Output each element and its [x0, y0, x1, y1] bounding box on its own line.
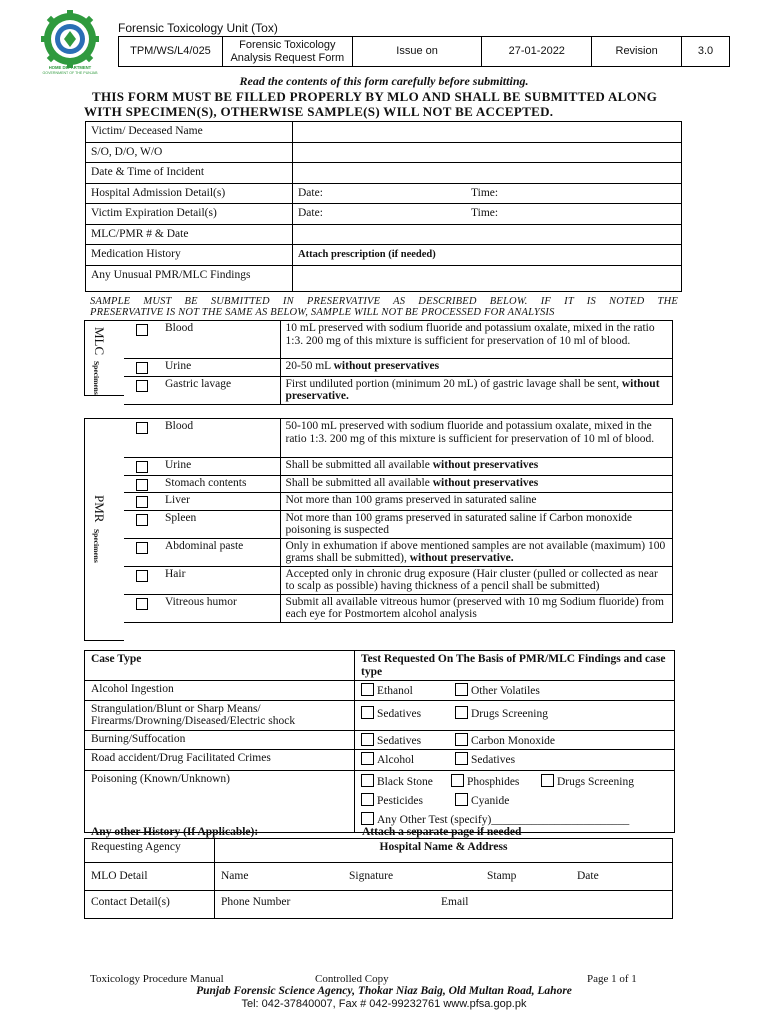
incident-datetime-label: Date & Time of Incident: [86, 163, 293, 184]
specimen-row: [124, 376, 672, 404]
case-type: Strangulation/Blunt or Sharp Means/ Firearms/Drowning/Diseased/Electric shock: [85, 700, 355, 730]
agency-row: [85, 863, 673, 891]
mlo-signature-label: Signature: [349, 870, 394, 882]
specimen-desc-text: Not more than 100 grams preserved in saturated saline: [285, 494, 537, 506]
case-tests: [355, 771, 675, 833]
victim-row: [86, 224, 682, 245]
case-type: Road accident/Drug Facilitated Crimes: [85, 750, 355, 771]
sample-note-line1: SAMPLE MUST BE SUBMITTED IN PRESERVATIVE AS DESCRIBED BELOW. IF IT IS NOTED THE: [90, 296, 678, 307]
specimen-desc-text: 20-50 mL: [285, 360, 334, 372]
phone-number-label: Phone Number: [221, 896, 291, 908]
specimen-checkbox[interactable]: [124, 594, 160, 622]
svg-text:GOVERNMENT OF THE PUNJAB: GOVERNMENT OF THE PUNJAB: [42, 71, 98, 75]
pmr-specimen-table: [124, 418, 673, 623]
mandatory-notice-line1: THIS FORM MUST BE FILLED PROPERLY BY MLO AND SHALL BE SUBMITTED ALONG: [92, 89, 658, 104]
case-tests: [355, 681, 675, 701]
test-option[interactable]: [455, 683, 540, 698]
form-name-line2: Analysis Request Form: [230, 51, 345, 64]
case-header-row: [85, 651, 675, 681]
specimen-desc-text: Shall be submitted all available: [285, 459, 433, 471]
specimen-desc: [280, 475, 672, 493]
test-option[interactable]: [361, 683, 449, 698]
specimen-name: Liver: [160, 493, 280, 511]
case-row: [85, 771, 675, 833]
attach-page-note: Attach a separate page if needed: [362, 826, 522, 838]
test-requested-header: Test Requested On The Basis of PMR/MLC Findings and case type: [355, 651, 675, 681]
case-row: [85, 750, 675, 771]
mlo-date-label: Date: [577, 870, 599, 882]
mlo-detail-field[interactable]: [215, 863, 673, 891]
specimen-desc: [280, 594, 672, 622]
test-label: Phosphides: [467, 776, 520, 788]
specimen-row: [124, 321, 672, 359]
agency-row: [85, 891, 673, 919]
case-type-table: [84, 650, 675, 833]
specimen-desc-text: Only in exhumation if above mentioned samples are not available (maximum) 100 grams shall be submitted),: [285, 539, 666, 564]
victim-name-label: Victim/ Deceased Name: [86, 122, 293, 143]
victim-name-field[interactable]: [293, 122, 682, 143]
specimen-desc-bold: without preservative.: [409, 552, 514, 564]
admission-time-label: Time:: [471, 186, 499, 199]
test-label: Ethanol: [377, 685, 413, 697]
specimen-checkbox[interactable]: [124, 510, 160, 538]
mlc-pmr-field[interactable]: [293, 224, 682, 245]
victim-row: [86, 142, 682, 163]
requesting-agency-table: [84, 838, 673, 919]
specimen-name: Urine: [160, 458, 280, 476]
medication-history-label: Medication History: [86, 245, 293, 266]
victim-row: [86, 245, 682, 266]
hospital-name-field[interactable]: [215, 839, 673, 863]
specimen-row: [124, 538, 672, 566]
expiration-field[interactable]: [293, 204, 682, 225]
specimen-checkbox[interactable]: [124, 475, 160, 493]
test-checkbox[interactable]: [455, 752, 468, 765]
mandatory-notice-line2: WITH SPECIMEN(S), OTHERWISE SAMPLE(S) WILL NOT BE ACCEPTED.: [84, 104, 554, 119]
admission-label: Hospital Admission Detail(s): [86, 183, 293, 204]
specimen-desc: [280, 538, 672, 566]
specimen-desc: [280, 376, 672, 404]
test-checkbox[interactable]: [361, 706, 374, 719]
test-checkbox[interactable]: [541, 774, 554, 787]
attach-prescription-note: Attach prescription (if needed): [298, 249, 436, 260]
form-name-line1: Forensic Toxicology: [239, 38, 336, 51]
specimen-desc: [280, 359, 672, 377]
case-type-header: Case Type: [85, 651, 355, 681]
other-test-label: Any Other Test (specify)________________________: [377, 814, 630, 826]
specimen-row: [124, 594, 672, 622]
specimen-checkbox[interactable]: [124, 566, 160, 594]
specimen-desc: [280, 419, 672, 458]
incident-datetime-field[interactable]: [293, 163, 682, 184]
specimen-desc-text: First undiluted portion (minimum 20 mL) of gastric lavage shall be sent,: [285, 377, 622, 390]
test-checkbox[interactable]: [361, 683, 374, 696]
sample-note-line2: PRESERVATIVE IS NOT THE SAME AS BELOW, SAMPLE WILL NOT BE PROCESSED FOR ANALYSIS: [90, 307, 555, 318]
test-label: Other Volatiles: [471, 685, 540, 697]
specimen-desc-bold: without preservative.: [285, 377, 660, 402]
document-header-table: [118, 36, 730, 67]
form-name: [222, 37, 352, 67]
specimen-name: Vitreous humor: [160, 594, 280, 622]
specimen-name: Blood: [160, 321, 280, 359]
test-checkbox[interactable]: [361, 733, 374, 746]
medication-history-field[interactable]: [293, 245, 682, 266]
victim-row: [86, 204, 682, 225]
victim-row: [86, 265, 682, 291]
test-label: Drugs Screening: [471, 707, 548, 720]
test-option[interactable]: [455, 733, 555, 748]
case-row: [85, 700, 675, 730]
specimen-checkbox[interactable]: [124, 376, 160, 404]
revision-label: Revision: [592, 37, 682, 67]
expiration-time-label: Time:: [471, 207, 499, 219]
specimen-row: [124, 510, 672, 538]
specimen-desc: [280, 321, 672, 359]
case-row: [85, 681, 675, 701]
specimen-desc: [280, 458, 672, 476]
test-label: Black Stone: [377, 776, 433, 788]
mlc-specimen-table: [124, 320, 673, 405]
specimen-checkbox[interactable]: [124, 359, 160, 377]
mlc-side-label: MLC: [92, 327, 107, 356]
read-instruction: Read the contents of this form carefully before submitting.: [239, 74, 529, 88]
mlc-pmr-label: MLC/PMR # & Date: [86, 224, 293, 245]
specimen-checkbox[interactable]: [124, 458, 160, 476]
specimen-name: Abdominal paste: [160, 538, 280, 566]
test-checkbox[interactable]: [361, 812, 374, 825]
other-history-label: Any other History (If Applicable):: [91, 826, 259, 838]
issue-date: 27-01-2022: [482, 37, 592, 67]
specimen-name: Spleen: [160, 510, 280, 538]
expiration-label: Victim Expiration Detail(s): [86, 204, 293, 225]
test-label: Cyanide: [471, 795, 510, 807]
footer-controlled-copy: Controlled Copy: [315, 973, 389, 985]
specimen-desc-bold: without preservatives: [432, 476, 539, 489]
specimen-row: [124, 493, 672, 511]
pmr-specimens-label: [84, 418, 124, 641]
test-checkbox[interactable]: [451, 774, 464, 787]
specimen-row: [124, 458, 672, 476]
mlo-stamp-label: Stamp: [487, 870, 517, 882]
test-option[interactable]: [361, 706, 449, 721]
case-type: Burning/Suffocation: [85, 730, 355, 750]
footer-manual: Toxicology Procedure Manual: [90, 973, 224, 985]
test-checkbox[interactable]: [455, 733, 468, 746]
test-label: Sedatives: [377, 707, 422, 720]
test-option[interactable]: [455, 706, 548, 721]
test-label: Sedatives: [471, 754, 516, 766]
test-option[interactable]: [541, 773, 634, 792]
relation-label: S/O, D/O, W/O: [86, 142, 293, 163]
contact-detail-label: Contact Detail(s): [85, 891, 215, 919]
email-label: Email: [441, 896, 469, 908]
mlo-name-label: Name: [221, 870, 249, 882]
contact-detail-field[interactable]: [215, 891, 673, 919]
issue-label: Issue on: [352, 37, 482, 67]
hospital-name-label: Hospital Name & Address: [379, 841, 508, 853]
test-option[interactable]: [455, 792, 509, 811]
specimen-desc: [280, 566, 672, 594]
test-label: Pesticides: [377, 795, 423, 807]
victim-details-table: [85, 121, 682, 292]
specimen-name: Blood: [160, 419, 280, 458]
test-option[interactable]: [361, 792, 449, 811]
admission-field[interactable]: [293, 183, 682, 204]
test-option[interactable]: [361, 752, 449, 767]
test-option[interactable]: [451, 773, 539, 792]
specimen-desc: [280, 493, 672, 511]
mlc-specimens-label: [84, 320, 124, 396]
relation-field[interactable]: [293, 142, 682, 163]
case-row: [85, 730, 675, 750]
specimen-row: [124, 359, 672, 377]
footer-page-number: Page 1 of 1: [587, 973, 637, 985]
specimen-desc-text: Submit all available vitreous humor (preserved with 10 mg Sodium fluoride) from each eye for Postmortem alcohol analysis: [285, 595, 664, 620]
test-option[interactable]: [455, 752, 515, 767]
svg-text:HOME DEPARTMENT: HOME DEPARTMENT: [48, 65, 92, 70]
test-checkbox[interactable]: [361, 774, 374, 787]
test-checkbox[interactable]: [455, 683, 468, 696]
specimen-desc-text: 50-100 mL preserved with sodium fluoride and potassium oxalate, mixed in the ratio 1:3. 200 mg of this mixture is sufficient for preservation of 10 ml of blood.: [285, 420, 655, 445]
test-label: Alcohol: [377, 754, 415, 766]
specimen-desc-text: Not more than 100 grams preserved in saturated saline if Carbon monoxide poisoning is suspected: [285, 511, 633, 536]
specimen-desc-bold: without preservatives: [432, 459, 539, 471]
specimen-desc-bold: without preservatives: [333, 360, 440, 372]
specimen-desc-text: Shall be submitted all available: [285, 476, 433, 489]
test-option[interactable]: [361, 733, 449, 748]
test-checkbox[interactable]: [361, 752, 374, 765]
test-label: Sedatives: [377, 734, 422, 747]
victim-row: [86, 183, 682, 204]
test-option[interactable]: [361, 773, 449, 792]
specimen-desc-text: 10 mL preserved with sodium fluoride and potassium oxalate, mixed in the ratio 1:3. 200 mg of this mixture is sufficient for preservation of 10 ml of blood.: [285, 322, 655, 347]
admission-date-label: Date:: [298, 186, 323, 199]
specimen-name: Urine: [160, 359, 280, 377]
specimen-checkbox[interactable]: [124, 321, 160, 359]
specimen-checkbox[interactable]: [124, 538, 160, 566]
requesting-agency-label: Requesting Agency: [85, 839, 215, 863]
victim-row: [86, 122, 682, 143]
pmr-findings-field[interactable]: [293, 265, 682, 291]
agency-logo: [30, 9, 110, 75]
doc-code: TPM/WS/L4/025: [119, 37, 223, 67]
revision-value: 3.0: [682, 37, 730, 67]
test-checkbox[interactable]: [361, 793, 374, 806]
specimen-checkbox[interactable]: [124, 419, 160, 458]
test-label: Drugs Screening: [557, 776, 634, 788]
mlc-side-sub: Specimens: [92, 361, 101, 395]
mlo-detail-label: MLO Detail: [85, 863, 215, 891]
specimen-desc: [280, 510, 672, 538]
pmr-side-label: PMR: [92, 495, 107, 523]
specimen-row: [124, 475, 672, 493]
case-tests: [355, 730, 675, 750]
case-type: Alcohol Ingestion: [85, 681, 355, 701]
test-checkbox[interactable]: [455, 793, 468, 806]
footer-contact: Tel: 042-37840007, Fax # 042-99232761 www.pfsa.gop.pk: [241, 998, 527, 1010]
specimen-row: [124, 419, 672, 458]
case-type: Poisoning (Known/Unknown): [85, 771, 355, 833]
specimen-row: [124, 566, 672, 594]
specimen-name: Stomach contents: [160, 475, 280, 493]
expiration-date-label: Date:: [298, 207, 323, 219]
specimen-checkbox[interactable]: [124, 493, 160, 511]
case-tests: [355, 700, 675, 730]
unit-title: Forensic Toxicology Unit (Tox): [118, 21, 278, 35]
pmr-side-sub: Specimens: [92, 529, 101, 563]
victim-row: [86, 163, 682, 184]
logo-gear-icon: [41, 10, 99, 68]
case-tests: [355, 750, 675, 771]
agency-row: [85, 839, 673, 863]
footer-agency-address: Punjab Forensic Science Agency, Thokar Niaz Baig, Old Multan Road, Lahore: [196, 985, 572, 997]
specimen-name: Gastric lavage: [160, 376, 280, 404]
test-label: Carbon Monoxide: [471, 734, 556, 747]
test-checkbox[interactable]: [455, 706, 468, 719]
specimen-desc-text: Accepted only in chronic drug exposure (Hair cluster (pulled or collected as near to scalp as possible) having thickness of a pencil shall be submitted): [285, 567, 658, 592]
pmr-findings-label: Any Unusual PMR/MLC Findings: [86, 265, 293, 291]
specimen-name: Hair: [160, 566, 280, 594]
